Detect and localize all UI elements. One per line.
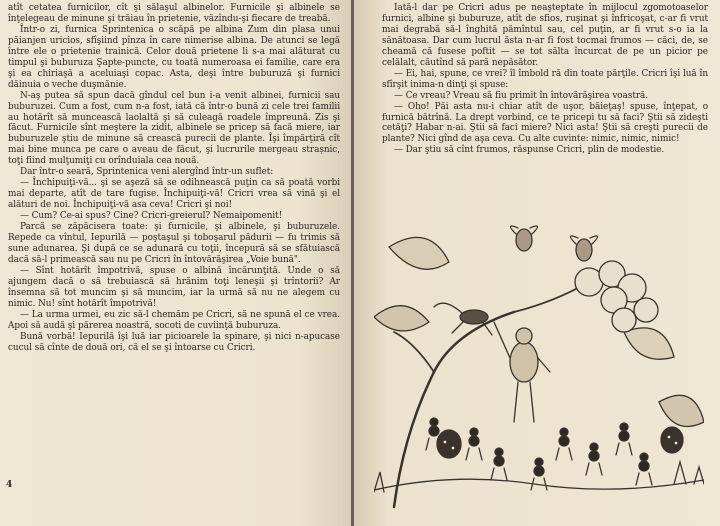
- ground-line: [374, 479, 704, 490]
- paragraph: Dar într-o seară, Sprintenica veni alergînd într-un suflet:: [20, 167, 274, 178]
- paragraph: N-aş putea să spun dacă gîndul cel bun i-a venit albinei, furnicii sau buburuzei. Cum a fost, cum n-a fost, iată că într-o bună zi cele trei familii au hotărît să muncească laolaltă şi să culeagă roadele împreună. Zis şi făcut. Furnicile sînt meştere la zidit, albinele se pricep să facă miere, iar buburuzele ştiu de minune să crească purecii de plante. Îşi împărţiră cît mai bine munca pe care o aveau de făcut, şi lucrurile mergeau strașnic, toţi fiind mulţumiţi cu orînduiala cea nouă.: [8, 90, 340, 167]
- left-page: [0, 0, 352, 526]
- right-page: [352, 0, 720, 526]
- paragraph: atît cetatea furnicilor, cît şi sălaşul albinelor. Furnicile şi albinele se înţelegeau de minune şi trăiau în prietenie, văzîndu-şi fiecare de treabă.: [8, 3, 340, 24]
- leaf: [659, 395, 704, 426]
- branch: [394, 332, 434, 372]
- page-number: 4: [6, 480, 13, 490]
- paragraph: — La urma urmei, eu zic să-l chemăm pe Cricri, să ne spună el ce vrea. Apoi să audă şi părerea noastră, socoti de cuviinţă buburuza.: [8, 309, 340, 331]
- paragraph: Iată-l dar pe Cricri adus pe neaşteptate în mijlocul zgomotoaselor furnici, albine şi buburuze, atît de sfios, ruşinat şi înfricoşat, c-ar fi vrut mai degrabă să-l înghită pămîntul sau, cel puţin, ar fi vrut s-o ia la sănătoasa. Dar cum lucrul ăsta n-ar fi fost tocmai frumos — căci, de, se cheamă că fusese poftit — se tot sălta încurcat de pe un picior pe celălalt, căutînd să pară nepăsător.: [382, 3, 708, 68]
- cricket: [434, 303, 492, 335]
- paragraph: Bună vorbă! Iepurilă îşi luă iar picioarele la spinare, şi nici n-apucase cucul să cînte de două ori, că el se şi întoarse cu Cricri.: [8, 331, 340, 353]
- paragraph: — Sînt hotărît împotrivă, spuse o albină încărunţită. Unde o să ajungem dacă o să trebuiască să hrănim toţi leneşii şi trîntorii? Ar însemna să tot muncim şi să muncim, iar la urmă să nu ne alegem cu nimic. Nu! sînt hotărît împotrivă!: [8, 265, 340, 309]
- leaf: [374, 306, 429, 331]
- ladybug: [661, 427, 683, 453]
- central-insect-figure: [494, 322, 550, 422]
- left-page-text: [8, 3, 340, 354]
- paragraph: — Oho! Păi asta nu-i chiar atît de uşor, băieţaş! spuse, înţepat, o furnică bătrînă. La drept vorbind, ce te pricepi tu să faci? Ştii să zideşti cetăţi? Habar n-ai. Ştii să faci miere? Nici asta! Ştii să creşti purecii de plante? Nici gînd de aşa ceva. Cu alte cuvinte: nimic, nimic, nimic!: [382, 101, 708, 145]
- bee: [510, 226, 537, 251]
- paragraph: — Cum? Ce-ai spus? Cine? Cricri-greierul? Nemaipomenit!: [20, 211, 283, 222]
- paragraph: — Ei, hai, spune, ce vrei? îl îmbold ră din toate părţile. Cricri îşi luă în sfîrşit inima-n dinţi şi spuse:: [382, 68, 708, 90]
- branch: [394, 312, 514, 507]
- paragraph: Într-o zi, furnica Sprintenica o scăpă pe albina Zum din plasa unui păianjen uricios, sfîşiind pînza în care nimerise albina. De atunci se legă între ele o prietenie trainică. Celor două prietene li s-a mai alăturat cu timpul şi buburuza Şapte-puncte, cu toată numeroasa ei familie, care era şi ea chiriaşă a aceluiaşi copac. Asta, deşi între buburuză şi furnici dăinuia o veche duşmănie.: [8, 24, 340, 90]
- paragraph: Parcă se zăpăcisera toate: şi furnicile, şi albinele, şi buburuzele. Repede ca vîntul, Iepurilă — poştaşul şi toboşarul pădurii — fu trimis să sune adunarea. Şi după ce se adunară cu toţii, începură să se sfătuiască dacă să-l primească sau nu pe Cricri în întovărăşirea „Voie bună".: [8, 222, 340, 265]
- insects-gathering-illustration: [374, 222, 704, 514]
- paragraph: — Ce vreau? Vreau să fiu primit în întovărăşirea voastră.: [394, 90, 649, 101]
- paragraph: — Închipuiţi-vă... şi se aşeză să se odihnească puţin ca să poată vorbi mai departe, atît de tare fugise. Închipuiţi-vă! Cricri vrea să vină şi el alături de noi. Închipuiţi-vă asa ceva! Cricri şi noi!: [8, 178, 340, 211]
- bee: [570, 236, 597, 261]
- leaf: [624, 328, 674, 359]
- right-page-text: [382, 3, 708, 156]
- flower-cluster: [575, 261, 658, 332]
- leaf: [389, 237, 449, 269]
- book-gutter: [351, 0, 354, 526]
- paragraph: — Dar ştiu să cînt frumos, răspunse Cricri, plin de modestie.: [394, 145, 665, 156]
